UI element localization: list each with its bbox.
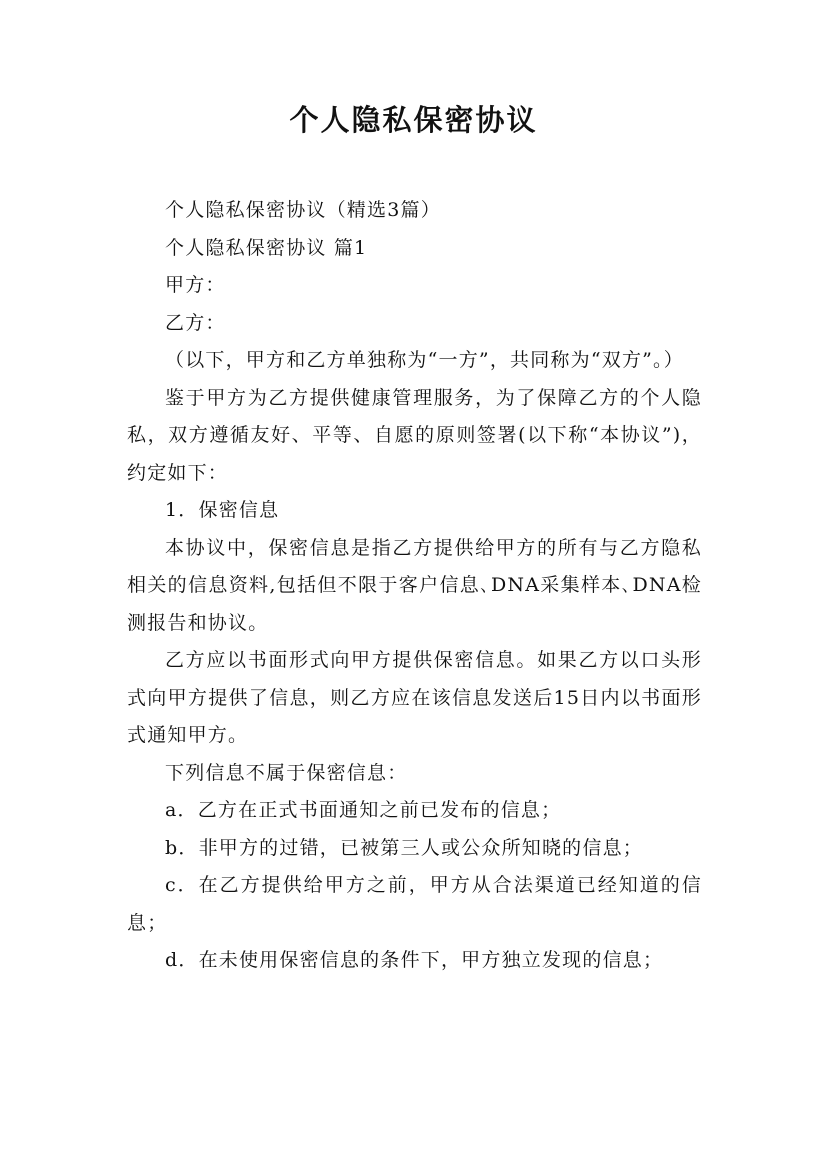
paragraph-preamble: 鉴于甲方为乙方提供健康管理服务，为了保障乙方的个人隐私，双方遵循友好、平等、自愿的原则签署(以下称“本协议”)，约定如下： bbox=[127, 386, 702, 484]
paragraph-confidential-definition: 本协议中，保密信息是指乙方提供给甲方的所有与乙方隐私相关的信息资料,包括但不限于客户信息､DNA采集样本､DNA检测报告和协议。 bbox=[127, 536, 702, 634]
document-title: 个人隐私保密协议 bbox=[289, 103, 538, 137]
paragraph-clause-1-heading: 1．保密信息 bbox=[165, 499, 280, 521]
document-body bbox=[127, 192, 702, 980]
paragraph-exclusion-c: c．在乙方提供给甲方之前，甲方从合法渠道已经知道的信息； bbox=[127, 874, 702, 934]
paragraph-written-form: 乙方应以书面形式向甲方提供保密信息。如果乙方以口头形式向甲方提供了信息，则乙方应在该信息发送后15日内以书面形式通知甲方。 bbox=[127, 649, 702, 746]
paragraph-section-heading: 个人隐私保密协议 篇1 bbox=[165, 236, 368, 259]
paragraph-party-b: 乙方： bbox=[165, 311, 226, 334]
paragraph-exclusions-intro: 下列信息不属于保密信息： bbox=[165, 761, 408, 784]
paragraph-subtitle: 个人隐私保密协议（精选3篇） bbox=[165, 199, 441, 221]
paragraph-exclusion-d: d．在未使用保密信息的条件下，甲方独立发现的信息； bbox=[165, 949, 664, 971]
paragraph-exclusion-a: a．乙方在正式书面通知之前已发布的信息； bbox=[165, 799, 562, 821]
paragraph-exclusion-b: b．非甲方的过错，已被第三人或公众所知晓的信息； bbox=[165, 836, 643, 859]
paragraph-party-a: 甲方： bbox=[165, 274, 226, 296]
paragraph-parties-definition: （以下，甲方和乙方单独称为“一方”，共同称为“双方”。） bbox=[165, 349, 684, 371]
